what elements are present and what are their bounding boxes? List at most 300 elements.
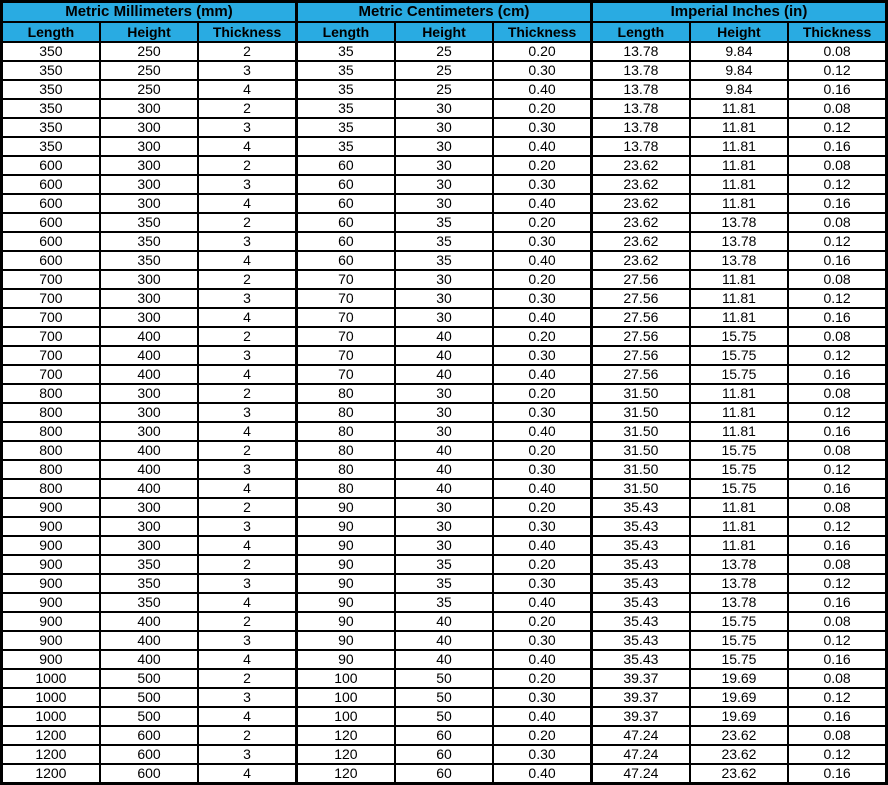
table-row (2, 61, 887, 80)
table-cell: 800 (2, 460, 100, 479)
table-cell: 600 (2, 175, 100, 194)
column-header-length-cm: Length (296, 22, 394, 42)
table-cell: 300 (100, 422, 198, 441)
table-cell: 27.56 (591, 270, 689, 289)
table-cell: 0.12 (788, 631, 886, 650)
table-cell: 0.40 (493, 80, 591, 99)
table-row (2, 479, 887, 498)
table-cell: 0.12 (788, 403, 886, 422)
table-cell: 300 (100, 99, 198, 118)
table-cell: 300 (100, 384, 198, 403)
table-cell: 39.37 (591, 688, 689, 707)
table-cell: 27.56 (591, 365, 689, 384)
table-cell: 35.43 (591, 555, 689, 574)
table-cell: 2 (198, 498, 296, 517)
table-cell: 19.69 (690, 707, 788, 726)
table-cell: 2 (198, 384, 296, 403)
table-cell: 700 (2, 365, 100, 384)
table-cell: 27.56 (591, 327, 689, 346)
table-cell: 0.20 (493, 213, 591, 232)
table-row (2, 631, 887, 650)
table-cell: 13.78 (690, 555, 788, 574)
table-cell: 0.16 (788, 137, 886, 156)
column-header-thickness-cm: Thickness (493, 22, 591, 42)
table-cell: 23.62 (690, 745, 788, 764)
table-cell: 300 (100, 194, 198, 213)
group-header-imperial-inches: Imperial Inches (in) (591, 2, 886, 23)
table-cell: 47.24 (591, 745, 689, 764)
table-cell: 70 (296, 308, 394, 327)
table-row (2, 308, 887, 327)
table-cell: 11.81 (690, 422, 788, 441)
column-header-thickness-mm: Thickness (198, 22, 296, 42)
table-cell: 600 (2, 232, 100, 251)
table-cell: 0.20 (493, 42, 591, 61)
table-cell: 90 (296, 650, 394, 669)
table-cell: 900 (2, 650, 100, 669)
table-cell: 4 (198, 707, 296, 726)
table-cell: 700 (2, 327, 100, 346)
table-cell: 0.16 (788, 365, 886, 384)
table-cell: 0.20 (493, 498, 591, 517)
table-cell: 35.43 (591, 574, 689, 593)
table-cell: 0.20 (493, 441, 591, 460)
table-cell: 0.12 (788, 175, 886, 194)
table-cell: 400 (100, 327, 198, 346)
table-cell: 60 (395, 745, 493, 764)
table-cell: 350 (2, 137, 100, 156)
table-cell: 11.81 (690, 156, 788, 175)
table-row (2, 707, 887, 726)
table-cell: 11.81 (690, 517, 788, 536)
table-cell: 300 (100, 498, 198, 517)
table-row (2, 536, 887, 555)
table-row (2, 118, 887, 137)
table-cell: 350 (2, 80, 100, 99)
table-cell: 35 (395, 593, 493, 612)
table-cell: 600 (100, 745, 198, 764)
table-cell: 0.40 (493, 764, 591, 784)
table-row (2, 460, 887, 479)
table-cell: 0.08 (788, 384, 886, 403)
table-cell: 60 (395, 764, 493, 784)
table-cell: 2 (198, 726, 296, 745)
table-cell: 300 (100, 137, 198, 156)
table-cell: 800 (2, 441, 100, 460)
table-cell: 3 (198, 403, 296, 422)
table-cell: 0.30 (493, 745, 591, 764)
table-cell: 0.30 (493, 574, 591, 593)
table-cell: 3 (198, 460, 296, 479)
table-cell: 800 (2, 384, 100, 403)
table-cell: 30 (395, 498, 493, 517)
table-cell: 300 (100, 308, 198, 327)
table-cell: 0.40 (493, 422, 591, 441)
table-cell: 0.08 (788, 99, 886, 118)
table-cell: 700 (2, 289, 100, 308)
column-header-length-mm: Length (2, 22, 100, 42)
table-cell: 0.08 (788, 213, 886, 232)
table-cell: 25 (395, 42, 493, 61)
table-cell: 900 (2, 555, 100, 574)
table-cell: 0.12 (788, 517, 886, 536)
table-cell: 15.75 (690, 460, 788, 479)
table-cell: 250 (100, 42, 198, 61)
table-cell: 11.81 (690, 118, 788, 137)
table-cell: 3 (198, 289, 296, 308)
table-cell: 35.43 (591, 612, 689, 631)
table-row (2, 327, 887, 346)
table-cell: 100 (296, 669, 394, 688)
table-cell: 13.78 (690, 593, 788, 612)
table-cell: 0.16 (788, 479, 886, 498)
table-row (2, 213, 887, 232)
table-cell: 120 (296, 745, 394, 764)
table-cell: 3 (198, 517, 296, 536)
table-cell: 2 (198, 270, 296, 289)
table-cell: 27.56 (591, 308, 689, 327)
column-header-height-in: Height (690, 22, 788, 42)
table-cell: 500 (100, 688, 198, 707)
table-cell: 0.12 (788, 460, 886, 479)
table-cell: 90 (296, 517, 394, 536)
table-cell: 11.81 (690, 289, 788, 308)
table-cell: 900 (2, 517, 100, 536)
table-cell: 900 (2, 536, 100, 555)
column-header-row (2, 22, 887, 42)
table-cell: 35 (296, 118, 394, 137)
table-cell: 0.12 (788, 232, 886, 251)
table-cell: 60 (296, 232, 394, 251)
table-cell: 2 (198, 156, 296, 175)
table-cell: 60 (296, 251, 394, 270)
table-cell: 35 (395, 232, 493, 251)
table-cell: 0.40 (493, 593, 591, 612)
table-cell: 0.40 (493, 194, 591, 213)
table-cell: 0.12 (788, 745, 886, 764)
table-cell: 39.37 (591, 669, 689, 688)
table-cell: 0.08 (788, 555, 886, 574)
table-cell: 60 (296, 156, 394, 175)
table-cell: 0.30 (493, 346, 591, 365)
table-cell: 31.50 (591, 479, 689, 498)
table-cell: 1200 (2, 745, 100, 764)
table-cell: 31.50 (591, 384, 689, 403)
table-cell: 0.20 (493, 612, 591, 631)
table-cell: 350 (100, 555, 198, 574)
table-cell: 15.75 (690, 365, 788, 384)
table-cell: 900 (2, 631, 100, 650)
table-cell: 600 (2, 213, 100, 232)
table-cell: 0.20 (493, 99, 591, 118)
table-cell: 1000 (2, 688, 100, 707)
table-cell: 23.62 (591, 251, 689, 270)
table-cell: 30 (395, 137, 493, 156)
table-cell: 0.12 (788, 289, 886, 308)
column-header-thickness-in: Thickness (788, 22, 886, 42)
table-row (2, 422, 887, 441)
table-cell: 120 (296, 764, 394, 784)
table-cell: 0.16 (788, 422, 886, 441)
table-row (2, 669, 887, 688)
table-cell: 0.40 (493, 650, 591, 669)
table-cell: 0.08 (788, 42, 886, 61)
table-cell: 3 (198, 745, 296, 764)
table-row (2, 194, 887, 213)
table-cell: 100 (296, 707, 394, 726)
table-cell: 400 (100, 441, 198, 460)
table-cell: 35 (395, 213, 493, 232)
table-cell: 13.78 (591, 42, 689, 61)
table-cell: 1200 (2, 764, 100, 784)
table-cell: 23.62 (591, 213, 689, 232)
table-cell: 3 (198, 175, 296, 194)
table-cell: 31.50 (591, 460, 689, 479)
table-cell: 40 (395, 460, 493, 479)
table-cell: 4 (198, 593, 296, 612)
table-cell: 0.20 (493, 669, 591, 688)
table-cell: 13.78 (690, 574, 788, 593)
table-cell: 23.62 (591, 156, 689, 175)
table-cell: 15.75 (690, 631, 788, 650)
table-cell: 13.78 (690, 251, 788, 270)
table-cell: 2 (198, 555, 296, 574)
table-cell: 350 (100, 593, 198, 612)
table-cell: 11.81 (690, 175, 788, 194)
table-cell: 30 (395, 156, 493, 175)
table-cell: 80 (296, 441, 394, 460)
table-cell: 11.81 (690, 384, 788, 403)
table-cell: 13.78 (591, 118, 689, 137)
table-cell: 2 (198, 42, 296, 61)
table-cell: 60 (296, 213, 394, 232)
table-row (2, 574, 887, 593)
table-cell: 35.43 (591, 650, 689, 669)
table-cell: 35 (296, 42, 394, 61)
table-cell: 300 (100, 156, 198, 175)
table-cell: 11.81 (690, 308, 788, 327)
table-cell: 400 (100, 479, 198, 498)
table-cell: 35.43 (591, 536, 689, 555)
table-cell: 0.20 (493, 156, 591, 175)
table-cell: 0.40 (493, 536, 591, 555)
table-row (2, 289, 887, 308)
table-row (2, 612, 887, 631)
table-cell: 90 (296, 612, 394, 631)
table-row (2, 346, 887, 365)
table-cell: 30 (395, 194, 493, 213)
table-cell: 35.43 (591, 517, 689, 536)
table-cell: 0.08 (788, 327, 886, 346)
table-cell: 0.08 (788, 156, 886, 175)
table-cell: 4 (198, 764, 296, 784)
table-cell: 35 (296, 80, 394, 99)
table-cell: 90 (296, 555, 394, 574)
table-cell: 15.75 (690, 327, 788, 346)
table-cell: 700 (2, 308, 100, 327)
table-cell: 15.75 (690, 346, 788, 365)
table-cell: 0.30 (493, 403, 591, 422)
table-cell: 3 (198, 631, 296, 650)
table-cell: 0.30 (493, 631, 591, 650)
table-cell: 2 (198, 213, 296, 232)
table-cell: 3 (198, 61, 296, 80)
table-cell: 3 (198, 688, 296, 707)
table-cell: 4 (198, 194, 296, 213)
table-cell: 100 (296, 688, 394, 707)
table-cell: 900 (2, 574, 100, 593)
table-cell: 35 (296, 61, 394, 80)
table-cell: 30 (395, 384, 493, 403)
table-cell: 350 (2, 118, 100, 137)
table-cell: 0.08 (788, 270, 886, 289)
table-row (2, 137, 887, 156)
table-cell: 0.16 (788, 650, 886, 669)
table-cell: 25 (395, 61, 493, 80)
table-cell: 0.40 (493, 137, 591, 156)
table-cell: 0.40 (493, 479, 591, 498)
table-cell: 11.81 (690, 99, 788, 118)
table-cell: 47.24 (591, 726, 689, 745)
table-cell: 40 (395, 650, 493, 669)
table-cell: 0.08 (788, 441, 886, 460)
table-cell: 0.16 (788, 308, 886, 327)
table-row (2, 175, 887, 194)
table-cell: 70 (296, 289, 394, 308)
table-cell: 9.84 (690, 80, 788, 99)
table-cell: 40 (395, 327, 493, 346)
table-row (2, 555, 887, 574)
table-cell: 15.75 (690, 612, 788, 631)
table-cell: 13.78 (591, 80, 689, 99)
table-cell: 60 (296, 194, 394, 213)
table-cell: 800 (2, 422, 100, 441)
table-cell: 4 (198, 251, 296, 270)
table-cell: 0.30 (493, 688, 591, 707)
table-cell: 350 (100, 213, 198, 232)
table-cell: 40 (395, 441, 493, 460)
table-cell: 40 (395, 612, 493, 631)
table-cell: 600 (100, 726, 198, 745)
table-cell: 31.50 (591, 422, 689, 441)
table-cell: 0.16 (788, 707, 886, 726)
table-cell: 13.78 (591, 99, 689, 118)
table-cell: 80 (296, 479, 394, 498)
table-cell: 30 (395, 270, 493, 289)
table-row (2, 650, 887, 669)
table-cell: 400 (100, 612, 198, 631)
column-header-height-mm: Height (100, 22, 198, 42)
table-cell: 40 (395, 479, 493, 498)
table-row (2, 517, 887, 536)
table-cell: 31.50 (591, 403, 689, 422)
table-cell: 1000 (2, 707, 100, 726)
table-cell: 11.81 (690, 270, 788, 289)
table-cell: 23.62 (690, 726, 788, 745)
group-header-metric-centimeters: Metric Centimeters (cm) (296, 2, 591, 23)
table-cell: 700 (2, 346, 100, 365)
table-cell: 40 (395, 365, 493, 384)
table-cell: 800 (2, 479, 100, 498)
table-cell: 9.84 (690, 42, 788, 61)
table-cell: 13.78 (591, 61, 689, 80)
table-cell: 3 (198, 118, 296, 137)
table-cell: 4 (198, 308, 296, 327)
table-cell: 350 (100, 232, 198, 251)
table-cell: 0.12 (788, 346, 886, 365)
table-cell: 11.81 (690, 498, 788, 517)
table-cell: 70 (296, 365, 394, 384)
table-cell: 50 (395, 688, 493, 707)
table-cell: 30 (395, 517, 493, 536)
table-cell: 2 (198, 669, 296, 688)
table-cell: 0.08 (788, 612, 886, 631)
table-cell: 4 (198, 80, 296, 99)
table-cell: 30 (395, 403, 493, 422)
table-cell: 35.43 (591, 593, 689, 612)
table-row (2, 42, 887, 61)
table-cell: 0.30 (493, 232, 591, 251)
table-cell: 250 (100, 80, 198, 99)
table-cell: 13.78 (591, 137, 689, 156)
table-cell: 70 (296, 346, 394, 365)
table-cell: 4 (198, 650, 296, 669)
table-cell: 0.08 (788, 498, 886, 517)
table-cell: 19.69 (690, 669, 788, 688)
table-cell: 23.62 (591, 194, 689, 213)
table-cell: 80 (296, 422, 394, 441)
table-cell: 350 (100, 574, 198, 593)
table-cell: 300 (100, 289, 198, 308)
table-cell: 4 (198, 422, 296, 441)
table-cell: 300 (100, 270, 198, 289)
table-cell: 800 (2, 403, 100, 422)
table-cell: 0.12 (788, 61, 886, 80)
table-row (2, 384, 887, 403)
table-cell: 400 (100, 631, 198, 650)
table-cell: 11.81 (690, 403, 788, 422)
table-cell: 90 (296, 498, 394, 517)
table-cell: 40 (395, 346, 493, 365)
table-row (2, 270, 887, 289)
table-cell: 90 (296, 593, 394, 612)
table-cell: 0.30 (493, 460, 591, 479)
table-cell: 70 (296, 327, 394, 346)
table-body (2, 42, 887, 784)
table-cell: 11.81 (690, 536, 788, 555)
table-cell: 350 (2, 42, 100, 61)
group-header-metric-millimeters: Metric Millimeters (mm) (2, 2, 297, 23)
table-cell: 9.84 (690, 61, 788, 80)
table-cell: 0.30 (493, 118, 591, 137)
table-cell: 80 (296, 460, 394, 479)
table-cell: 0.16 (788, 593, 886, 612)
table-cell: 90 (296, 574, 394, 593)
group-header-row (2, 2, 887, 23)
table-cell: 30 (395, 536, 493, 555)
table-cell: 3 (198, 232, 296, 251)
table-row (2, 441, 887, 460)
table-cell: 30 (395, 99, 493, 118)
table-cell: 400 (100, 346, 198, 365)
table-cell: 0.40 (493, 251, 591, 270)
table-cell: 900 (2, 612, 100, 631)
table-cell: 60 (395, 726, 493, 745)
table-cell: 23.62 (591, 232, 689, 251)
table-cell: 0.30 (493, 517, 591, 536)
table-cell: 0.30 (493, 61, 591, 80)
table-cell: 39.37 (591, 707, 689, 726)
